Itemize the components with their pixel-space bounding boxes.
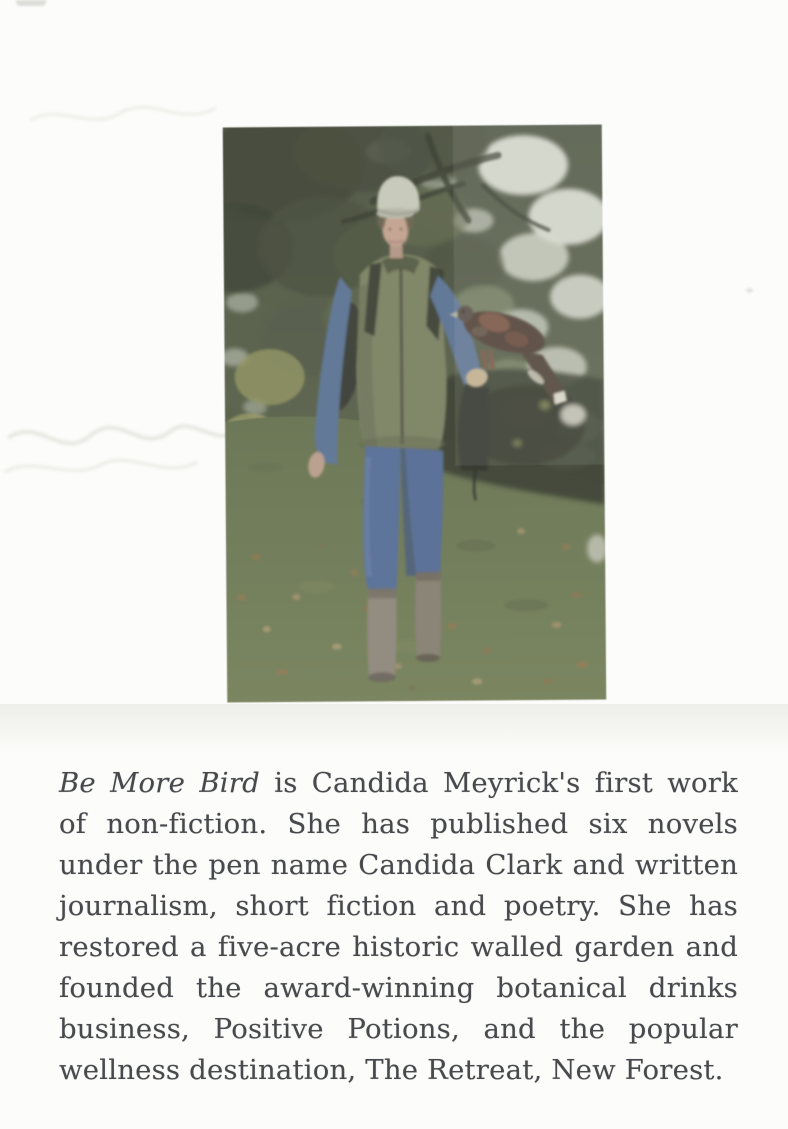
bio-line-1-text: is Candida Meyrick's first work: [274, 767, 738, 799]
author-photo-frame: [223, 125, 607, 703]
bio-line-8: wellness destination, The Retreat, New Forest.: [59, 1054, 724, 1086]
author-photo: [223, 125, 607, 703]
scan-smudge-top-left: [16, 0, 46, 6]
bio-line-1: [59, 763, 738, 804]
scan-speck: [746, 288, 753, 293]
bio-line-6: founded the award-winning botanical drinks: [59, 972, 738, 1004]
author-bio-paragraph: [59, 763, 738, 1091]
bio-line-7: business, Positive Potions, and the popular: [59, 1013, 738, 1045]
bio-line-3: under the pen name Candida Clark and written: [59, 849, 738, 881]
bio-line-4: journalism, short fiction and poetry. She has: [59, 890, 738, 922]
bio-line-5: restored a five-acre historic walled garden and: [59, 931, 738, 963]
bio-line-2: of non-fiction. She has published six novels: [59, 808, 738, 840]
book-title-italic: Be More Bird: [59, 767, 260, 799]
scanner-shadow-band: [0, 704, 788, 754]
scan-haze: [223, 125, 607, 703]
